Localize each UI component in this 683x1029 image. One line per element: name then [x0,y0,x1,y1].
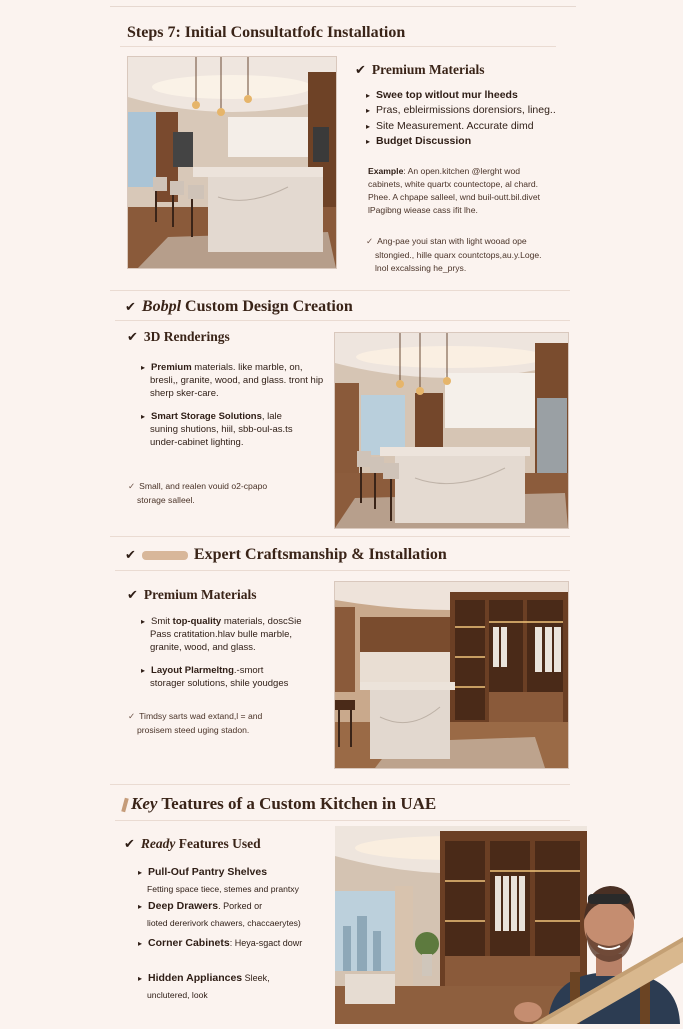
list-item: ▸ Site Measurement. Accurate dimd [366,120,534,132]
kitchen-photo-3 [334,581,569,769]
kitchen-photo-1 [127,56,337,269]
section-title-features: Key Teatures of a Custom Kitchen in UAE [123,794,436,814]
section-title-consultation: Steps 7: Initial Consultatfofc Installation [127,24,406,41]
divider [110,290,570,291]
section-title-craftsmanship: ✔ Expert Craftsmanship & Installation [125,546,447,563]
divider [115,820,570,821]
note-text: ✓ Timdsy sarts wad extand,l = and prosisem steed uging stadon. [128,711,263,735]
heading-ready-features: ✔ Ready Features Used [124,836,261,852]
list-item: ▸ Corner Cabinets: Heya-sgact dowr [138,937,303,949]
kitchen-photo-2 [334,332,569,529]
divider [110,784,570,785]
heading-3d-renderings: ✔ 3D Renderings [127,329,230,345]
list-item: ▸ Layout Plarmeltng.-smort storager solutions, shile youdges [141,665,289,689]
top-rule [110,0,576,7]
craftsman-figure [488,872,683,1024]
list-item: ▸ Swee top witlout mur lheeds [366,89,518,101]
list-item: ▸ Smart Storage Solutions, lale suning shutions, hiil, sbb-oul-as.ts under-cabinet lighting. [141,411,293,448]
section-title-design: ✔ Bobpl Custom Design Creation [125,298,353,315]
wood-plank-icon [121,798,128,813]
list-item: ▸ Pull-Ouf Pantry Shelves Fetting space tiece, stemes and prantxy [138,866,299,894]
list-item: ▸ Premium materials. like marble, on, bresli,, granite, wood, and glass. tront hip sherp sker-care. [141,362,324,399]
note-text: ✓ Small, and realen vouid o2-cpapo storage salleel. [128,481,268,505]
list-item: ▸ Hidden Appliances Sleek, unclutered, look [138,972,270,1000]
wood-plank-icon [142,551,188,560]
list-item: ▸ Budget Discussion [366,135,472,147]
list-item: ▸ Smit top-quality materials, doscSie Pass cratitation.hlav bulle marble, granite, wood, and glass. [141,616,302,653]
list-item: ▸ Pras, ebleirmissions dorensiors, lineg.. [366,104,556,116]
divider [110,536,570,537]
divider [115,570,570,571]
divider [120,46,556,47]
example-text: Example: An open.kitchen @lerght wod cabinets, white quartx countectope, al chard. Phee. A chpape salleel, wnd buil-outt.bil.divet lPagibng wiease cass ifit lhe. [368,166,540,215]
list-item: ▸ Deep Drawers. Porked or lioted dererivork chawers, chaccaerytes) [138,900,301,928]
heading-premium-materials: ✔ Premium Materials [355,62,485,78]
note-text: ✓ Ang-pae youi stan with light wooad ope sltongied., hille quarx countctops,au.y.Loge. lnol excalssing he_prys. [366,236,542,273]
divider [115,320,570,321]
heading-premium-materials-2: ✔ Premium Materials [127,587,257,603]
